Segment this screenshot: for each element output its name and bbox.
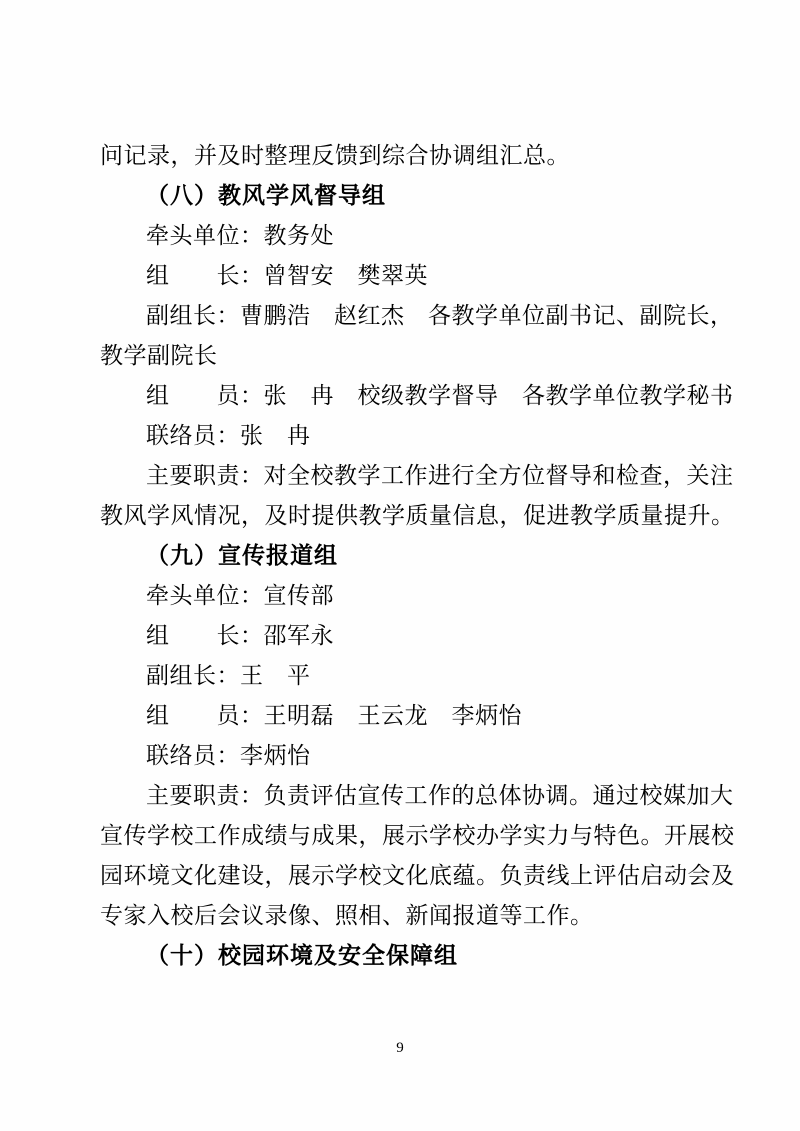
paragraph-line: 组 员：王明磊 王云龙 李炳怡 bbox=[146, 703, 522, 728]
paragraph-line: 联络员：李炳怡 bbox=[146, 743, 311, 768]
paragraph-line: 副组长：王 平 bbox=[146, 663, 311, 688]
paragraph-line: 教学副院长 bbox=[100, 343, 218, 368]
paragraph-line: 宣传学校工作成绩与成果，展示学校办学实力与特色。开展校 bbox=[100, 823, 735, 848]
paragraph-line: 牵头单位：教务处 bbox=[146, 223, 334, 248]
paragraph-line: 教风学风情况，及时提供教学质量信息，促进教学质量提升。 bbox=[100, 503, 735, 528]
section-heading: （十）校园环境及安全保障组 bbox=[146, 943, 458, 968]
paragraph-line: 主要职责：负责评估宣传工作的总体协调。通过校媒加大 bbox=[146, 783, 734, 808]
paragraph-line: 专家入校后会议录像、照相、新闻报道等工作。 bbox=[100, 903, 594, 928]
section-heading: （九）宣传报道组 bbox=[146, 543, 338, 568]
document-body bbox=[100, 136, 735, 976]
paragraph-line: 组 长：曾智安 樊翠英 bbox=[146, 263, 428, 288]
paragraph-line: 问记录，并及时整理反馈到综合协调组汇总。 bbox=[100, 143, 570, 168]
paragraph-line: 组 员：张 冉 校级教学督导 各教学单位教学秘书 bbox=[146, 383, 734, 408]
section-heading: （八）教风学风督导组 bbox=[146, 183, 386, 208]
paragraph-line: 主要职责：对全校教学工作进行全方位督导和检查，关注 bbox=[146, 463, 734, 488]
paragraph-line: 副组长：曹鹏浩 赵红杰 各教学单位副书记、副院长， bbox=[146, 303, 734, 328]
paragraph-line: 园环境文化建设，展示学校文化底蕴。负责线上评估启动会及 bbox=[100, 863, 735, 888]
paragraph-line: 牵头单位：宣传部 bbox=[146, 583, 334, 608]
paragraph-line: 联络员：张 冉 bbox=[146, 423, 311, 448]
page-number: 9 bbox=[396, 1040, 404, 1056]
paragraph-line: 组 长：邵军永 bbox=[146, 623, 334, 648]
